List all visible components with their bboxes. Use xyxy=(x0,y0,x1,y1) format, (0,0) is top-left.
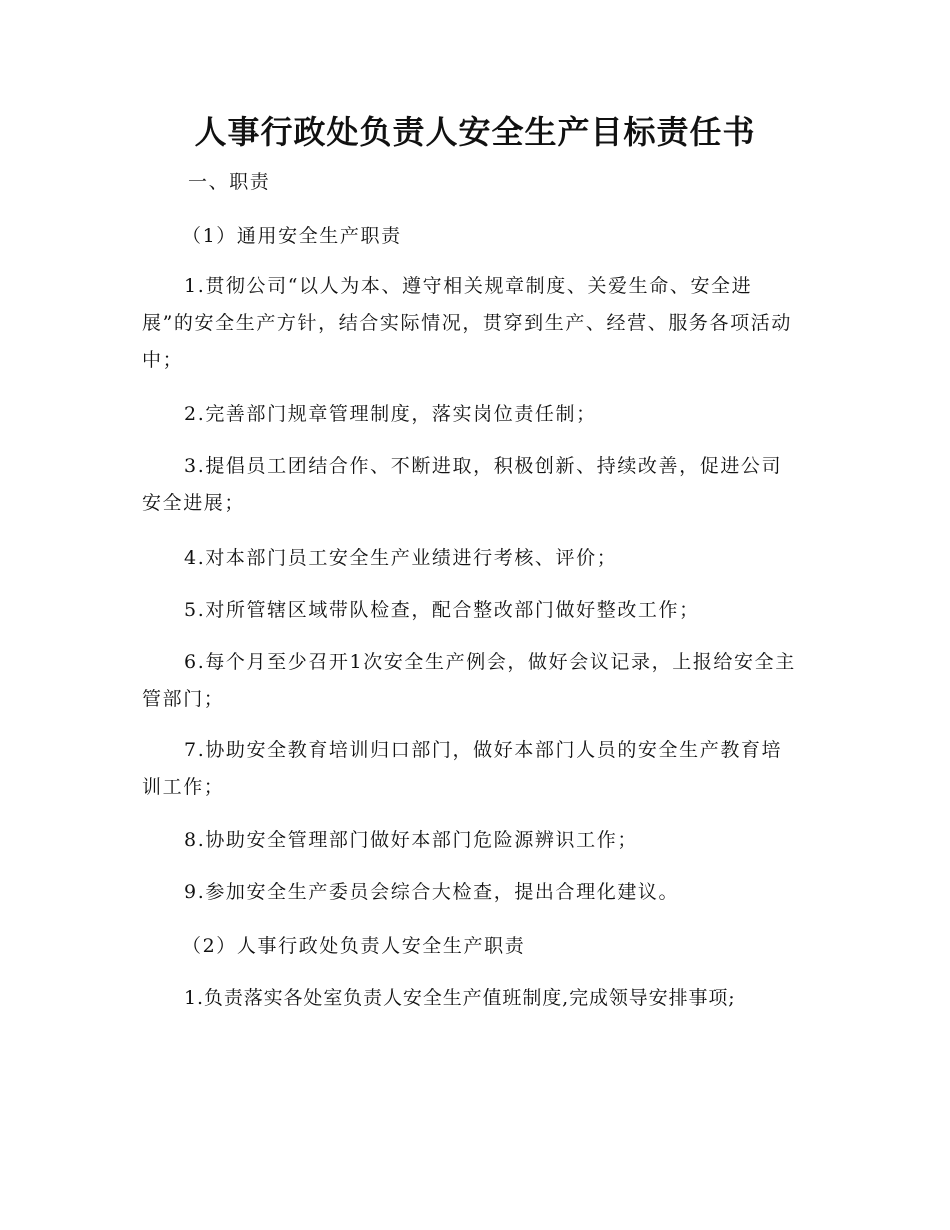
subsection-heading-hr-admin: （2）人事行政处负责人安全生产职责 xyxy=(182,935,526,957)
list-item: 4.对本部门员工安全生产业绩进行考核、评价； xyxy=(184,547,618,569)
list-item: 2.完善部门规章管理制度，落实岗位责任制； xyxy=(184,403,597,425)
list-item: 3.提倡员工团结合作、不断进取，积极创新、持续改善，促进公司安全进展； xyxy=(142,455,783,514)
section-heading-duties: 一、职责 xyxy=(188,171,271,193)
list-item: 6.每个月至少召开1次安全生产例会，做好会议记录，上报给安全主管部门； xyxy=(142,651,796,710)
list-item: 1.贯彻公司“以人为本、遵守相关规章制度、关爱生命、安全进展”的安全生产方针，结合实际情况，贯穿到生产、经营、服务各项活动中； xyxy=(142,275,792,371)
list-item: 9.参加安全生产委员会综合大检查，提出合理化建议。 xyxy=(184,881,680,903)
list-item: 8.协助安全管理部门做好本部门危险源辨识工作； xyxy=(184,829,638,851)
subsection-heading-general: （1）通用安全生产职责 xyxy=(182,225,402,247)
list-item: 7.协助安全教育培训归口部门，做好本部门人员的安全生产教育培训工作； xyxy=(142,739,783,798)
document-title: 人事行政处负责人安全生产目标责任书 xyxy=(194,113,756,151)
list-item: 5.对所管辖区域带队检查，配合整改部门做好整改工作； xyxy=(184,599,700,621)
list-item: 1.负责落实各处室负责人安全生产值班制度,完成领导安排事项; xyxy=(184,987,736,1009)
